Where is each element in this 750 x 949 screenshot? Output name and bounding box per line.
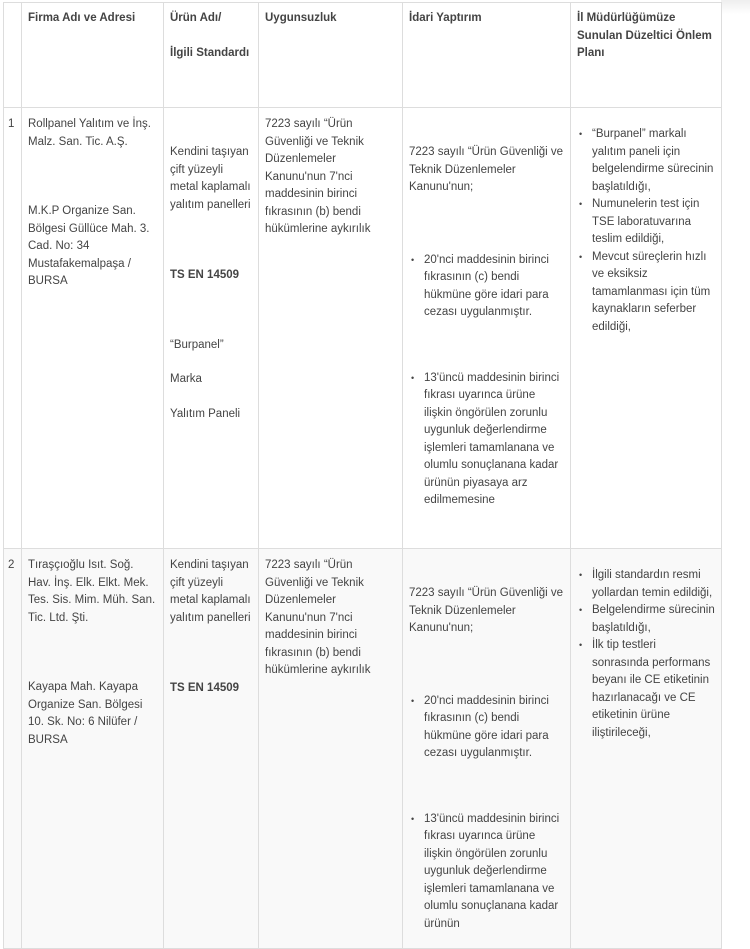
product-brand: “Burpanel” <box>170 338 224 351</box>
plan-cell <box>571 549 722 949</box>
firm-name: Rollpanel Yalıtım ve İnş. Malz. San. Tic. A.Ş. <box>28 118 151 148</box>
row-number: 2 <box>4 549 22 949</box>
header-number <box>4 3 22 108</box>
sanction-item: • 13'üncü maddesinin birinci fıkrası uyarınca ürüne ilişkin öngörülen zorunlu uygunluk değerlendirme işlemleri tamamlanana ve olumlu sonuçlanana kadar ürünün piyasaya arz edilmemesine <box>424 370 564 510</box>
product-name: Kendini taşıyan çift yüzeyli metal kaplamalı yalıtım panelleri <box>170 146 251 211</box>
plan-item: • Mevcut süreçlerin hızlı ve eksiksiz tamamlanması için tüm kaynakların seferber edildiği, <box>592 249 715 337</box>
firm-cell <box>22 549 164 949</box>
header-product-line2: İlgili Standardı <box>170 46 250 59</box>
product-name: Kendini taşıyan çift yüzeyli metal kaplamalı yalıtım panelleri <box>170 559 251 624</box>
row-number: 1 <box>4 108 22 549</box>
sanction-item: • 13'üncü maddesinin birinci fıkrası uyarınca ürüne ilişkin öngörülen zorunlu uygunluk değerlendirme işlemleri tamamlanana ve olumlu sonuçlanana kadar ürünün <box>424 811 564 934</box>
header-product-line1: Ürün Adı/ <box>170 12 222 24</box>
sanction-intro: 7223 sayılı “Ürün Güvenliği ve Teknik Düzenlemeler Kanunu'nun; <box>409 587 564 634</box>
sanction-list <box>409 252 564 510</box>
header-firm: Firma Adı ve Adresi <box>22 3 164 108</box>
plan-cell <box>571 108 722 549</box>
product-cell <box>164 549 259 949</box>
firm-address: Kayapa Mah. Kayapa Organize San. Bölgesi 10. Sk. No: 6 Nilüfer / BURSA <box>28 681 143 746</box>
sanction-list <box>409 693 564 934</box>
product-type: Yalıtım Paneli <box>170 407 241 420</box>
product-brand-label: Marka <box>170 373 202 385</box>
plan-item: • İlgili standardın resmi yollardan temin edildiği, <box>592 567 715 602</box>
plan-item: • Numunelerin test için TSE laboratuvarına teslim edildiği, <box>592 196 715 249</box>
firm-name: Tıraşçıoğlu Isıt. Soğ. Hav. İnş. Elk. Elkt. Mek. Tes. Sis. Mim. Müh. San. Tic. Ltd. Şti. <box>28 559 156 624</box>
sanction-item: • 20'nci maddesinin birinci fıkrasının (c) bendi hükmüne göre idari para cezası uygulanmıştır. <box>424 693 564 763</box>
header-plan: İl Müdürlüğümüze Sunulan Düzeltici Önlem Planı <box>571 3 722 108</box>
plan-list <box>577 567 715 742</box>
nonconformity-cell: 7223 sayılı “Ürün Güvenliği ve Teknik Düzenlemeler Kanunu'nun 7'nci maddesinin birinci fıkrasının (b) bendi hükümlerine aykırılık <box>259 549 403 949</box>
sanction-intro: 7223 sayılı “Ürün Güvenliği ve Teknik Düzenlemeler Kanunu'nun; <box>409 146 564 193</box>
header-sanction: İdari Yaptırım <box>403 3 571 108</box>
header-product <box>164 3 259 108</box>
header-row <box>4 3 722 108</box>
product-standard: TS EN 14509 <box>170 269 240 281</box>
product-standard: TS EN 14509 <box>170 682 240 694</box>
product-cell <box>164 108 259 549</box>
header-nonconformity: Uygunsuzluk <box>259 3 403 108</box>
sanction-cell <box>403 549 571 949</box>
sanction-item: • 20'nci maddesinin birinci fıkrasının (c) bendi hükmüne göre idari para cezası uygulanmıştır. <box>424 252 564 322</box>
sanctions-table <box>3 2 722 949</box>
firm-cell <box>22 108 164 549</box>
page-edge-shade <box>721 0 750 943</box>
plan-item: • “Burpanel” markalı yalıtım paneli için belgelendirme sürecinin başlatıldığı, <box>592 126 715 196</box>
plan-list <box>577 126 715 336</box>
firm-address: M.K.P Organize San. Bölgesi Güllüce Mah. 3. Cad. No: 34 Mustafakemalpaşa / BURSA <box>28 205 150 287</box>
table-row <box>4 108 722 549</box>
nonconformity-cell: 7223 sayılı “Ürün Güvenliği ve Teknik Düzenlemeler Kanunu'nun 7'nci maddesinin birinci fıkrasının (b) bendi hükümlerine aykırılık <box>259 108 403 549</box>
sanction-cell <box>403 108 571 549</box>
table-row <box>4 549 722 949</box>
plan-item: • Belgelendirme sürecinin başlatıldığı, <box>592 602 715 637</box>
plan-item: • İlk tip testleri sonrasında performans beyanı ile CE etiketinin hazırlanacağı ve CE etiketinin ürüne iliştirileceği, <box>592 637 715 742</box>
